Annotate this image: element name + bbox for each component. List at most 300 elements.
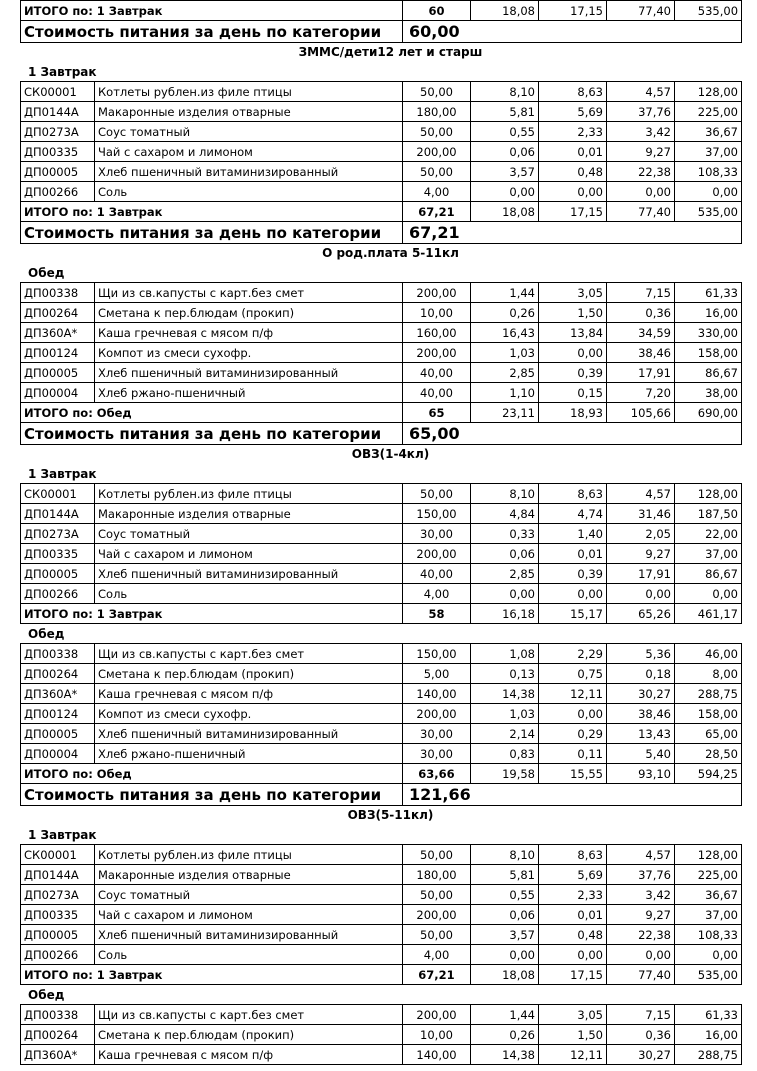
- table-row: [21, 122, 742, 142]
- dish-fat: 3,05: [539, 1005, 607, 1025]
- dish-carbs: 2,05: [607, 524, 675, 544]
- dish-code: ДП00004: [21, 744, 95, 764]
- dish-fat: 8,63: [539, 82, 607, 102]
- dish-fat: 0,00: [539, 704, 607, 724]
- dish-protein: 4,84: [471, 504, 539, 524]
- total-carbs: 77,40: [607, 202, 675, 222]
- day-cost-value: 121,66: [403, 784, 742, 806]
- dish-portion: 200,00: [403, 343, 471, 363]
- dish-protein: 0,13: [471, 664, 539, 684]
- dish-portion: 4,00: [403, 945, 471, 965]
- total-protein: 23,11: [471, 403, 539, 423]
- meal-title: Обед: [28, 988, 65, 1002]
- dish-fat: 2,33: [539, 122, 607, 142]
- meal-title: 1 Завтрак: [28, 828, 97, 842]
- dish-code: ДП0273А: [21, 524, 95, 544]
- dish-name: Соль: [95, 945, 403, 965]
- dish-portion: 160,00: [403, 323, 471, 343]
- total-label: ИТОГО по: Обед: [21, 764, 403, 784]
- dish-fat: 0,01: [539, 905, 607, 925]
- dish-fat: 0,00: [539, 945, 607, 965]
- dish-kcal: 22,00: [675, 524, 742, 544]
- dish-code: ДП0144А: [21, 102, 95, 122]
- category-title: ОВЗ(1-4кл): [351, 447, 430, 461]
- dish-protein: 1,10: [471, 383, 539, 403]
- dish-name: Соус томатный: [95, 524, 403, 544]
- table-row: [21, 303, 742, 323]
- dish-fat: 0,48: [539, 162, 607, 182]
- dish-portion: 50,00: [403, 82, 471, 102]
- dish-fat: 0,39: [539, 363, 607, 383]
- dish-code: СК00001: [21, 484, 95, 504]
- dish-name: Чай с сахаром и лимоном: [95, 544, 403, 564]
- category-block: [20, 445, 741, 806]
- dish-portion: 140,00: [403, 1045, 471, 1065]
- dish-kcal: 8,00: [675, 664, 742, 684]
- dish-code: ДП00266: [21, 182, 95, 202]
- dish-carbs: 34,59: [607, 323, 675, 343]
- table-row: [21, 323, 742, 343]
- dish-kcal: 0,00: [675, 945, 742, 965]
- table-row: [21, 704, 742, 724]
- table-row: [21, 1025, 742, 1045]
- dish-code: ДП00338: [21, 283, 95, 303]
- dish-protein: 3,57: [471, 925, 539, 945]
- dish-name: Сметана к пер.блюдам (прокип): [95, 664, 403, 684]
- dish-protein: 14,38: [471, 684, 539, 704]
- table-row: [21, 885, 742, 905]
- day-cost-label: Стоимость питания за день по категории: [21, 784, 403, 806]
- dish-fat: 0,00: [539, 343, 607, 363]
- total-kcal: 461,17: [675, 604, 742, 624]
- total-carbs: 77,40: [607, 1, 675, 21]
- table-row: [21, 524, 742, 544]
- dish-portion: 200,00: [403, 142, 471, 162]
- dish-protein: 0,83: [471, 744, 539, 764]
- dish-kcal: 37,00: [675, 544, 742, 564]
- dish-carbs: 4,57: [607, 484, 675, 504]
- total-label: ИТОГО по: 1 Завтрак: [21, 1, 403, 21]
- total-kcal: 535,00: [675, 1, 742, 21]
- dish-name: Котлеты рублен.из филе птицы: [95, 82, 403, 102]
- dish-kcal: 128,00: [675, 82, 742, 102]
- dish-portion: 200,00: [403, 905, 471, 925]
- total-protein: 18,08: [471, 1, 539, 21]
- dish-portion: 180,00: [403, 102, 471, 122]
- dish-protein: 0,00: [471, 584, 539, 604]
- dish-name: Хлеб пшеничный витаминизированный: [95, 162, 403, 182]
- dish-code: ДП360А*: [21, 323, 95, 343]
- day-cost-row: [21, 784, 742, 806]
- dish-code: СК00001: [21, 845, 95, 865]
- dish-fat: 0,00: [539, 584, 607, 604]
- dish-kcal: 16,00: [675, 1025, 742, 1045]
- total-kcal: 594,25: [675, 764, 742, 784]
- dish-fat: 5,69: [539, 102, 607, 122]
- dish-name: Хлеб ржано-пшеничный: [95, 383, 403, 403]
- dish-carbs: 3,42: [607, 885, 675, 905]
- dish-code: ДП00338: [21, 644, 95, 664]
- dish-fat: 8,63: [539, 845, 607, 865]
- total-label: ИТОГО по: 1 Завтрак: [21, 604, 403, 624]
- dish-name: Хлеб пшеничный витаминизированный: [95, 564, 403, 584]
- dish-code: ДП00124: [21, 704, 95, 724]
- dish-carbs: 22,38: [607, 162, 675, 182]
- dish-fat: 0,48: [539, 925, 607, 945]
- dish-portion: 50,00: [403, 122, 471, 142]
- meal-table: [20, 643, 742, 806]
- dish-kcal: 61,33: [675, 1005, 742, 1025]
- dish-carbs: 9,27: [607, 142, 675, 162]
- dish-carbs: 5,36: [607, 644, 675, 664]
- dish-protein: 2,14: [471, 724, 539, 744]
- total-kcal: 690,00: [675, 403, 742, 423]
- day-cost-label: Стоимость питания за день по категории: [21, 21, 403, 43]
- dish-portion: 50,00: [403, 162, 471, 182]
- day-cost-value: 60,00: [403, 21, 742, 43]
- dish-protein: 0,06: [471, 544, 539, 564]
- table-row: [21, 82, 742, 102]
- dish-name: Хлеб пшеничный витаминизированный: [95, 363, 403, 383]
- dish-portion: 4,00: [403, 182, 471, 202]
- dish-kcal: 65,00: [675, 724, 742, 744]
- dish-carbs: 7,15: [607, 283, 675, 303]
- dish-name: Котлеты рублен.из филе птицы: [95, 484, 403, 504]
- dish-fat: 0,00: [539, 182, 607, 202]
- total-label: ИТОГО по: 1 Завтрак: [21, 965, 403, 985]
- dish-kcal: 225,00: [675, 865, 742, 885]
- dish-kcal: 187,50: [675, 504, 742, 524]
- day-cost-value: 65,00: [403, 423, 742, 445]
- dish-code: ДП00004: [21, 383, 95, 403]
- table-row: [21, 644, 742, 664]
- dish-carbs: 0,36: [607, 1025, 675, 1045]
- total-kcal: 535,00: [675, 202, 742, 222]
- dish-kcal: 225,00: [675, 102, 742, 122]
- dish-protein: 5,81: [471, 865, 539, 885]
- dish-code: ДП00266: [21, 584, 95, 604]
- dish-protein: 0,33: [471, 524, 539, 544]
- dish-fat: 0,29: [539, 724, 607, 744]
- day-cost-row: [21, 21, 742, 43]
- dish-protein: 1,44: [471, 1005, 539, 1025]
- total-fat: 15,17: [539, 604, 607, 624]
- total-carbs: 105,66: [607, 403, 675, 423]
- table-row: [21, 925, 742, 945]
- total-row: [21, 403, 742, 423]
- dish-portion: 180,00: [403, 865, 471, 885]
- table-row: [21, 182, 742, 202]
- dish-carbs: 3,42: [607, 122, 675, 142]
- dish-code: СК00001: [21, 82, 95, 102]
- dish-code: ДП00264: [21, 664, 95, 684]
- dish-fat: 1,50: [539, 303, 607, 323]
- meal-title: Обед: [28, 627, 65, 641]
- dish-portion: 150,00: [403, 644, 471, 664]
- dish-fat: 0,01: [539, 142, 607, 162]
- total-fat: 17,15: [539, 202, 607, 222]
- dish-fat: 5,69: [539, 865, 607, 885]
- meal-table: [20, 1004, 742, 1065]
- dish-name: Макаронные изделия отварные: [95, 504, 403, 524]
- dish-code: ДП00005: [21, 724, 95, 744]
- table-row: [21, 865, 742, 885]
- dish-name: Хлеб пшеничный витаминизированный: [95, 724, 403, 744]
- dish-name: Хлеб пшеничный витаминизированный: [95, 925, 403, 945]
- dish-kcal: 108,33: [675, 925, 742, 945]
- table-row: [21, 162, 742, 182]
- dish-portion: 200,00: [403, 283, 471, 303]
- dish-kcal: 37,00: [675, 905, 742, 925]
- table-row: [21, 664, 742, 684]
- total-fat: 18,93: [539, 403, 607, 423]
- dish-portion: 40,00: [403, 383, 471, 403]
- dish-protein: 1,03: [471, 343, 539, 363]
- dish-carbs: 0,36: [607, 303, 675, 323]
- total-carbs: 65,26: [607, 604, 675, 624]
- dish-protein: 5,81: [471, 102, 539, 122]
- dish-protein: 0,06: [471, 142, 539, 162]
- dish-kcal: 0,00: [675, 182, 742, 202]
- total-row: [21, 202, 742, 222]
- dish-code: ДП00264: [21, 1025, 95, 1045]
- dish-protein: 0,55: [471, 122, 539, 142]
- dish-name: Сметана к пер.блюдам (прокип): [95, 1025, 403, 1045]
- dish-carbs: 30,27: [607, 684, 675, 704]
- dish-fat: 0,11: [539, 744, 607, 764]
- table-row: [21, 544, 742, 564]
- table-row: [21, 905, 742, 925]
- meal-table: [20, 81, 742, 244]
- dish-fat: 0,01: [539, 544, 607, 564]
- dish-name: Каша гречневая с мясом п/ф: [95, 1045, 403, 1065]
- dish-name: Макаронные изделия отварные: [95, 865, 403, 885]
- dish-carbs: 0,18: [607, 664, 675, 684]
- dish-portion: 40,00: [403, 564, 471, 584]
- dish-code: ДП00335: [21, 905, 95, 925]
- dish-protein: 1,03: [471, 704, 539, 724]
- dish-fat: 4,74: [539, 504, 607, 524]
- dish-protein: 3,57: [471, 162, 539, 182]
- dish-carbs: 38,46: [607, 704, 675, 724]
- dish-kcal: 86,67: [675, 564, 742, 584]
- total-carbs: 93,10: [607, 764, 675, 784]
- dish-name: Щи из св.капусты с карт.без смет: [95, 644, 403, 664]
- dish-portion: 150,00: [403, 504, 471, 524]
- category-title: О род.плата 5-11кл: [322, 246, 459, 260]
- meal-table: [20, 483, 742, 624]
- total-label: ИТОГО по: Обед: [21, 403, 403, 423]
- dish-code: ДП00005: [21, 363, 95, 383]
- dish-portion: 140,00: [403, 684, 471, 704]
- dish-code: ДП0273А: [21, 885, 95, 905]
- total-fat: 17,15: [539, 1, 607, 21]
- meal-table: [20, 282, 742, 445]
- dish-carbs: 37,76: [607, 865, 675, 885]
- dish-fat: 12,11: [539, 684, 607, 704]
- dish-carbs: 5,40: [607, 744, 675, 764]
- total-cost: 65: [403, 403, 471, 423]
- dish-fat: 1,50: [539, 1025, 607, 1045]
- dish-protein: 1,08: [471, 644, 539, 664]
- total-row: [21, 604, 742, 624]
- dish-code: ДП00338: [21, 1005, 95, 1025]
- dish-carbs: 0,00: [607, 182, 675, 202]
- dish-carbs: 4,57: [607, 845, 675, 865]
- dish-fat: 13,84: [539, 323, 607, 343]
- total-fat: 15,55: [539, 764, 607, 784]
- dish-carbs: 0,00: [607, 584, 675, 604]
- dish-carbs: 9,27: [607, 544, 675, 564]
- dish-protein: 0,26: [471, 303, 539, 323]
- dish-fat: 8,63: [539, 484, 607, 504]
- table-row: [21, 484, 742, 504]
- dish-name: Компот из смеси сухофр.: [95, 343, 403, 363]
- dish-name: Щи из св.капусты с карт.без смет: [95, 1005, 403, 1025]
- total-carbs: 77,40: [607, 965, 675, 985]
- dish-fat: 12,11: [539, 1045, 607, 1065]
- dish-carbs: 17,91: [607, 363, 675, 383]
- dish-carbs: 31,46: [607, 504, 675, 524]
- dish-protein: 16,43: [471, 323, 539, 343]
- meal-table: [20, 844, 742, 985]
- total-cost: 58: [403, 604, 471, 624]
- dish-code: ДП0144А: [21, 504, 95, 524]
- total-cost: 67,21: [403, 965, 471, 985]
- dish-fat: 2,29: [539, 644, 607, 664]
- dish-carbs: 37,76: [607, 102, 675, 122]
- dish-carbs: 30,27: [607, 1045, 675, 1065]
- total-row: [21, 965, 742, 985]
- dish-protein: 0,00: [471, 182, 539, 202]
- dish-kcal: 36,67: [675, 122, 742, 142]
- dish-kcal: 37,00: [675, 142, 742, 162]
- day-cost-row: [21, 222, 742, 244]
- dish-carbs: 22,38: [607, 925, 675, 945]
- category-block: [20, 806, 741, 1065]
- dish-name: Каша гречневая с мясом п/ф: [95, 684, 403, 704]
- dish-name: Компот из смеси сухофр.: [95, 704, 403, 724]
- dish-carbs: 9,27: [607, 905, 675, 925]
- category-title: ОВЗ(5-11кл): [347, 808, 434, 822]
- dish-portion: 40,00: [403, 363, 471, 383]
- dish-carbs: 7,20: [607, 383, 675, 403]
- dish-kcal: 108,33: [675, 162, 742, 182]
- dish-portion: 5,00: [403, 664, 471, 684]
- dish-code: ДП00266: [21, 945, 95, 965]
- dish-kcal: 86,67: [675, 363, 742, 383]
- dish-name: Котлеты рублен.из филе птицы: [95, 845, 403, 865]
- dish-carbs: 38,46: [607, 343, 675, 363]
- meal-title: 1 Завтрак: [28, 467, 97, 481]
- dish-code: ДП00124: [21, 343, 95, 363]
- dish-protein: 2,85: [471, 363, 539, 383]
- dish-carbs: 7,15: [607, 1005, 675, 1025]
- dish-code: ДП360А*: [21, 1045, 95, 1065]
- dish-kcal: 46,00: [675, 644, 742, 664]
- dish-kcal: 288,75: [675, 1045, 742, 1065]
- dish-carbs: 0,00: [607, 945, 675, 965]
- table-row: [21, 584, 742, 604]
- table-row: [21, 1005, 742, 1025]
- meal-title: 1 Завтрак: [28, 65, 97, 79]
- dish-name: Соль: [95, 584, 403, 604]
- dish-protein: 14,38: [471, 1045, 539, 1065]
- dish-portion: 30,00: [403, 724, 471, 744]
- total-protein: 19,58: [471, 764, 539, 784]
- dish-portion: 50,00: [403, 484, 471, 504]
- dish-protein: 0,06: [471, 905, 539, 925]
- day-cost-label: Стоимость питания за день по категории: [21, 423, 403, 445]
- dish-name: Щи из св.капусты с карт.без смет: [95, 283, 403, 303]
- table-row: [21, 283, 742, 303]
- table-row: [21, 724, 742, 744]
- table-row: [21, 744, 742, 764]
- table-row: [21, 845, 742, 865]
- dish-fat: 2,33: [539, 885, 607, 905]
- dish-fat: 0,15: [539, 383, 607, 403]
- meal-title: Обед: [28, 266, 65, 280]
- dish-name: Сметана к пер.блюдам (прокип): [95, 303, 403, 323]
- table-row: [21, 945, 742, 965]
- table-row: [21, 363, 742, 383]
- total-kcal: 535,00: [675, 965, 742, 985]
- dish-carbs: 17,91: [607, 564, 675, 584]
- table-row: [21, 564, 742, 584]
- dish-kcal: 16,00: [675, 303, 742, 323]
- category-block: [20, 43, 741, 244]
- dish-kcal: 36,67: [675, 885, 742, 905]
- dish-name: Чай с сахаром и лимоном: [95, 905, 403, 925]
- dish-name: Макаронные изделия отварные: [95, 102, 403, 122]
- dish-carbs: 4,57: [607, 82, 675, 102]
- dish-protein: 0,00: [471, 945, 539, 965]
- dish-name: Соль: [95, 182, 403, 202]
- top-fragment-table: [20, 0, 742, 43]
- table-row: [21, 102, 742, 122]
- total-protein: 16,18: [471, 604, 539, 624]
- dish-portion: 50,00: [403, 925, 471, 945]
- categories: [20, 43, 741, 1065]
- dish-kcal: 38,00: [675, 383, 742, 403]
- dish-protein: 8,10: [471, 82, 539, 102]
- dish-fat: 0,75: [539, 664, 607, 684]
- total-row: [21, 764, 742, 784]
- dish-portion: 50,00: [403, 885, 471, 905]
- dish-name: Чай с сахаром и лимоном: [95, 142, 403, 162]
- table-row: [21, 1045, 742, 1065]
- dish-carbs: 13,43: [607, 724, 675, 744]
- menu-report: [20, 0, 741, 1065]
- dish-protein: 0,26: [471, 1025, 539, 1045]
- dish-kcal: 158,00: [675, 343, 742, 363]
- dish-name: Хлеб ржано-пшеничный: [95, 744, 403, 764]
- dish-kcal: 288,75: [675, 684, 742, 704]
- dish-kcal: 0,00: [675, 584, 742, 604]
- dish-portion: 200,00: [403, 1005, 471, 1025]
- dish-protein: 2,85: [471, 564, 539, 584]
- table-row: [21, 343, 742, 363]
- day-cost-row: [21, 423, 742, 445]
- dish-code: ДП00005: [21, 162, 95, 182]
- dish-code: ДП00005: [21, 564, 95, 584]
- dish-code: ДП00264: [21, 303, 95, 323]
- dish-portion: 10,00: [403, 303, 471, 323]
- table-row: [21, 142, 742, 162]
- total-label: ИТОГО по: 1 Завтрак: [21, 202, 403, 222]
- dish-kcal: 158,00: [675, 704, 742, 724]
- dish-portion: 4,00: [403, 584, 471, 604]
